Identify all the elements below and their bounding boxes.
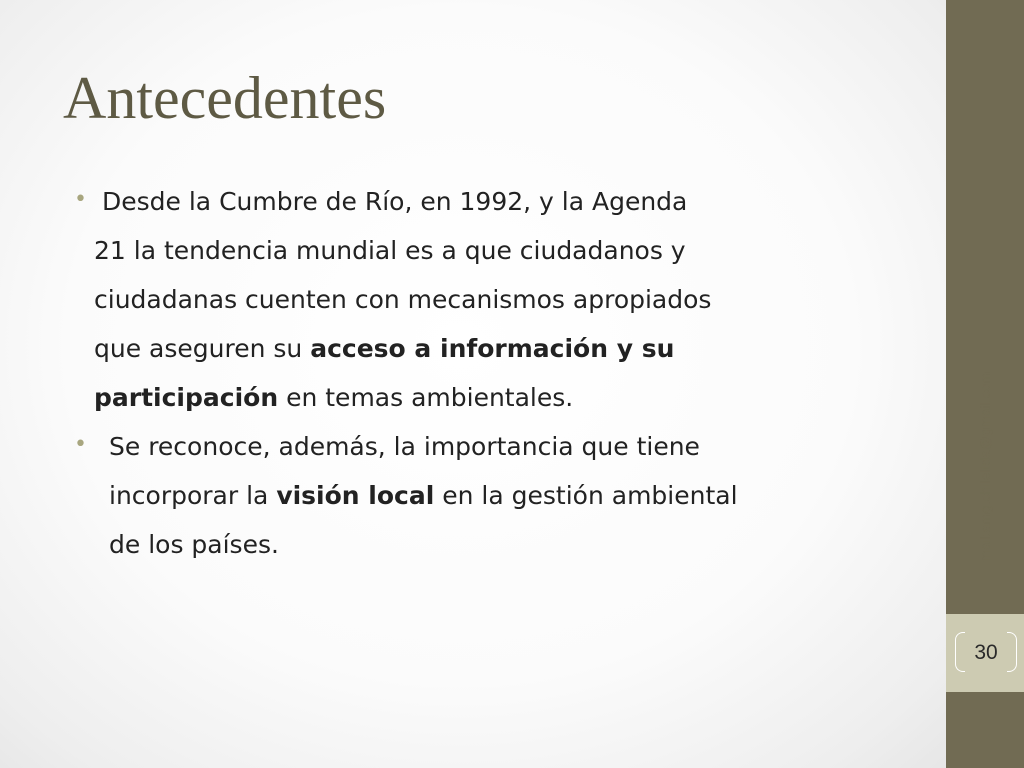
text-run: Desde la Cumbre de Río, en 1992, y la Agenda [102, 187, 688, 216]
text-run-bold: participación [94, 383, 279, 412]
page-number-frame [955, 632, 1017, 674]
text-run: 21 la tendencia mundial es a que ciudadanos y [94, 236, 686, 265]
bullet-line [94, 373, 812, 422]
bullet-line [109, 471, 812, 520]
text-run: en la gestión ambiental [434, 481, 738, 510]
bullet-item [72, 177, 812, 422]
text-run: que aseguren su [94, 334, 311, 363]
bullet-marker-icon: • [74, 187, 87, 212]
page-number: 30 [974, 641, 998, 664]
text-run-bold: visión local [276, 481, 435, 510]
bullet-line [102, 177, 812, 226]
bullet-marker-icon: • [74, 432, 87, 457]
bullet-line [109, 520, 812, 569]
bullet-item [72, 422, 812, 569]
text-run: ciudadanas cuenten con mecanismos apropiados [94, 285, 712, 314]
text-run: Se reconoce, además, la importancia que tiene [109, 432, 700, 461]
bullet-line [94, 226, 812, 275]
slide-body [72, 177, 812, 569]
text-run-bold: acceso a información y su [310, 334, 675, 363]
bullet-line [94, 324, 812, 373]
text-run: en temas ambientales. [278, 383, 574, 412]
bullet-line [94, 275, 812, 324]
footer-email: mail:amg.chileltda@gmail.com [977, 371, 993, 563]
text-run: incorporar la [109, 481, 277, 510]
bullet-line [109, 422, 812, 471]
slide-title: Antecedentes [63, 65, 387, 131]
text-run: de los países. [109, 530, 279, 559]
